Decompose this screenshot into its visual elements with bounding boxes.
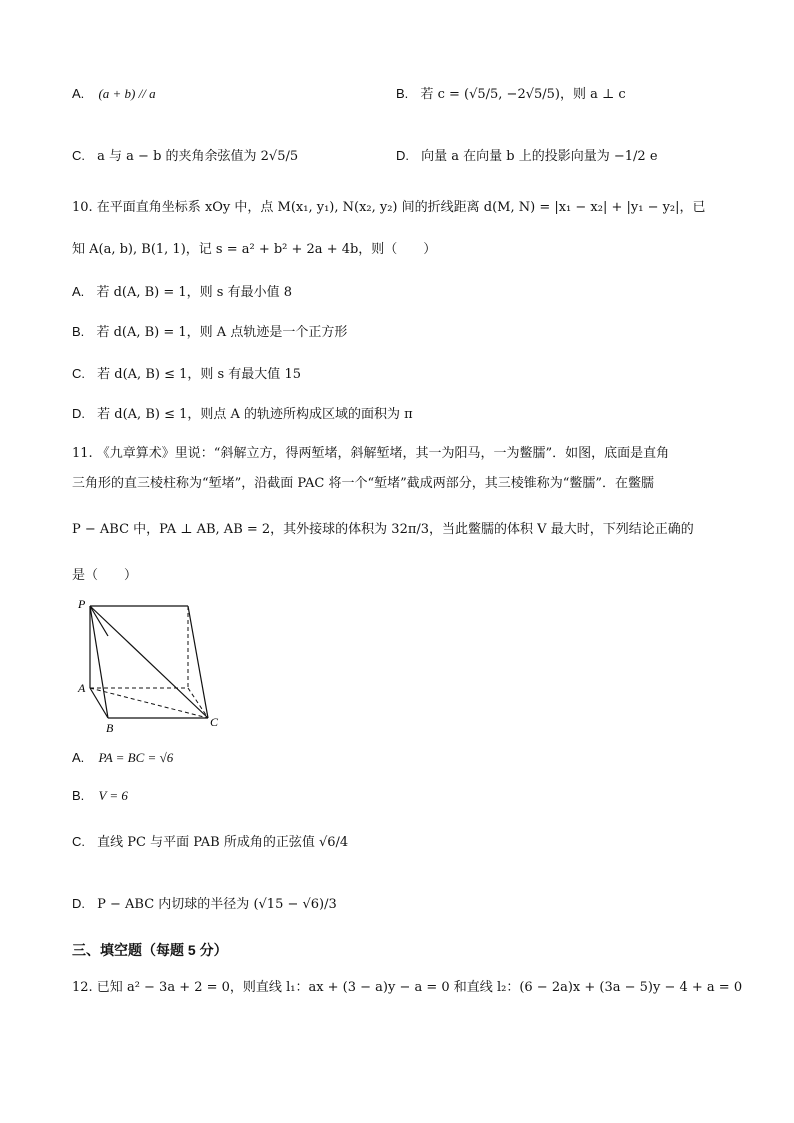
option-text: a 与 a − b 的夹角余弦值为 2√5/5: [97, 149, 299, 164]
q9-option-b: [396, 84, 626, 105]
option-label: D.: [72, 406, 85, 421]
q11-stem-line-4: 是（ ）: [72, 568, 138, 583]
option-label: D.: [396, 148, 409, 163]
option-label: A.: [72, 86, 85, 101]
prism-figure: [74, 596, 234, 736]
q11-option-c: [72, 832, 348, 853]
option-text: 直线 PC 与平面 PAB 所成角的正弦值 √6/4: [97, 835, 349, 850]
option-text: 若 d(A, B) = 1，则 A 点轨迹是一个正方形: [96, 325, 348, 340]
q9-option-d: [396, 146, 658, 167]
option-label: C.: [72, 366, 85, 381]
option-label: C.: [72, 834, 85, 849]
option-text: 若 c = (√5/5, −2√5/5)，则 a ⊥ c: [420, 87, 626, 102]
q11-option-b: [72, 786, 128, 807]
option-text: (a + b) // a: [98, 86, 156, 101]
option-text: P − ABC 内切球的半径为 (√15 − √6)/3: [97, 897, 337, 912]
option-label: A.: [72, 750, 85, 765]
q10-option-c: [72, 364, 301, 385]
q10-option-b: [72, 322, 347, 343]
edge-pb: [90, 606, 108, 718]
vertex-label-a: A: [78, 681, 86, 695]
vertex-label-b: B: [106, 721, 114, 735]
option-label: B.: [72, 324, 85, 339]
option-text: V = 6: [98, 788, 128, 803]
q10-option-a: [72, 282, 292, 303]
q11-stem-line-1: 11. 《九章算术》里说：“斜解立方，得两堑堵，斜解堑堵，其一为阳马，一为鳖臑”．如图，底面是直角: [72, 446, 670, 461]
q9-option-c: [72, 146, 298, 167]
q9-option-a: [72, 84, 156, 105]
q11-stem-line-2: 三角形的直三棱柱称为“堑堵”，沿截面 PAC 将一个“堑堵”截成两部分，其三棱锥称为“鳖臑”．在鳖臑: [72, 476, 655, 491]
option-label: B.: [396, 86, 409, 101]
option-text: 若 d(A, B) ≤ 1，则 s 有最大值 15: [97, 367, 301, 382]
vertex-label-c: C: [210, 715, 219, 729]
option-label: D.: [72, 896, 85, 911]
q10-stem-line-2: 知 A(a, b), B(1, 1)，记 s = a² + b² + 2a + 4b，则（ ）: [72, 242, 437, 257]
edge-pc: [90, 606, 208, 718]
q10-stem-line-1: 10. 在平面直角坐标系 xOy 中，点 M(x₁, y₁), N(x₂, y₂) 间的折线距离 d(M, N) = |x₁ − x₂| + |y₁ − y₂|，已: [72, 200, 706, 215]
q11-option-d: [72, 894, 337, 915]
option-text: 若 d(A, B) ≤ 1，则点 A 的轨迹所构成区域的面积为 π: [97, 407, 413, 422]
section-heading: 三、填空题（每题 5 分）: [72, 942, 228, 958]
q10-option-d: [72, 404, 413, 425]
q12-stem: 12. 已知 a² − 3a + 2 = 0，则直线 l₁：ax + (3 − a)y − a = 0 和直线 l₂：(6 − 2a)x + (3a − 5)y − 4 + a = 0: [72, 980, 743, 995]
q11-stem-line-3: P − ABC 中，PA ⊥ AB, AB = 2，其外接球的体积为 32π/3，当此鳖臑的体积 V 最大时，下列结论正确的: [72, 522, 694, 537]
option-text: 若 d(A, B) = 1，则 s 有最小值 8: [96, 285, 293, 300]
option-text: PA = BC = √6: [98, 750, 174, 765]
option-label: B.: [72, 788, 85, 803]
option-text: 向量 a 在向量 b 上的投影向量为 −1/2 e: [421, 149, 658, 164]
q11-option-a: [72, 748, 173, 769]
vertex-label-p: P: [78, 597, 86, 611]
option-label: C.: [72, 148, 85, 163]
option-label: A.: [72, 284, 85, 299]
